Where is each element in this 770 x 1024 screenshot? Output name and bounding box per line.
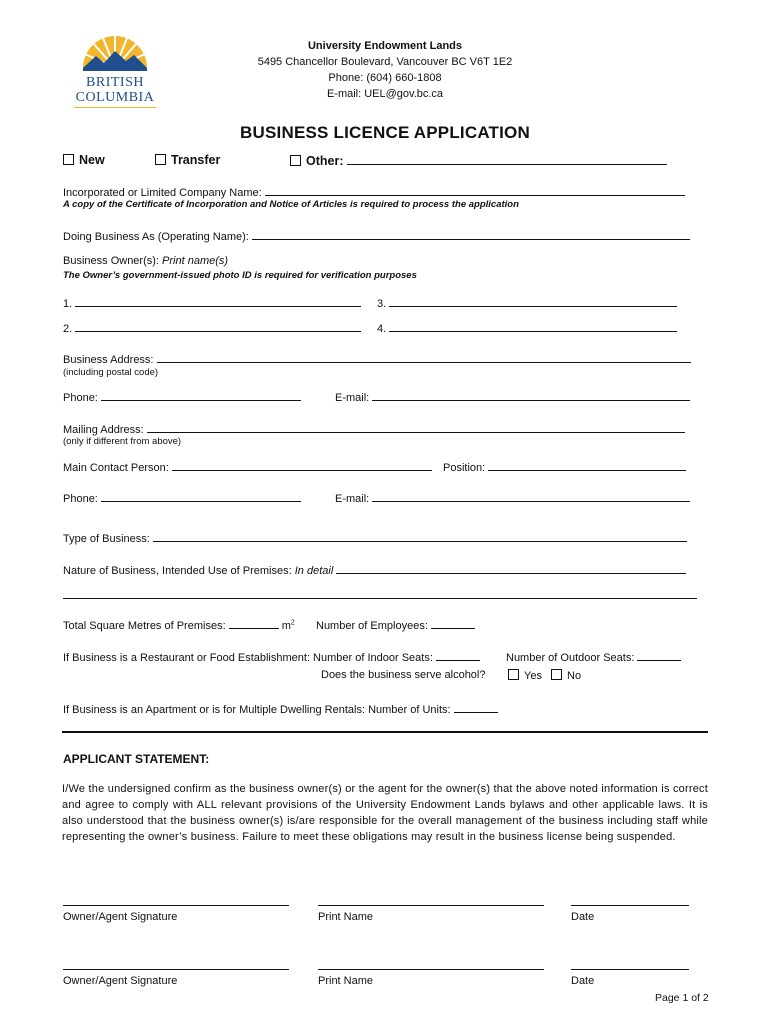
logo-text-british: BRITISH	[86, 75, 144, 90]
checkbox-icon[interactable]	[508, 669, 519, 680]
sqm-field	[63, 617, 295, 632]
office-email: E-mail: UEL@gov.bc.ca	[326, 88, 444, 100]
option-other-label: Other:	[306, 154, 344, 168]
owner-3-field	[377, 295, 677, 310]
option-new[interactable]	[63, 153, 105, 167]
address-label: Business Address:	[63, 354, 154, 366]
employees-field	[316, 617, 475, 632]
print-name-label-1: Print Name	[318, 911, 374, 923]
phone-field	[63, 389, 301, 404]
office-phone: Phone: (604) 660-1808	[328, 72, 442, 84]
date-line-2[interactable]	[571, 969, 689, 970]
nature-hint: In detail	[294, 565, 334, 577]
signature-line-1[interactable]	[63, 905, 289, 906]
position-input-line[interactable]	[488, 459, 686, 471]
option-transfer[interactable]	[155, 153, 220, 167]
signature-label-1: Owner/Agent Signature	[63, 911, 178, 923]
logo-text-columbia: COLUMBIA	[75, 90, 155, 105]
owner-2-input-line[interactable]	[75, 320, 361, 332]
phone-label: Phone:	[63, 392, 98, 404]
phone2-field	[63, 490, 301, 505]
indoor-seats-field	[63, 649, 480, 664]
contact-input-line[interactable]	[172, 459, 432, 471]
sqm-unit: m	[281, 620, 291, 632]
form-title: BUSINESS LICENCE APPLICATION	[240, 123, 530, 142]
indoor-seats-input-line[interactable]	[436, 649, 480, 661]
owners-field	[63, 255, 228, 267]
owner-2-field	[63, 320, 361, 335]
dba-field	[63, 228, 690, 243]
incorporated-label: Incorporated or Limited Company Name:	[63, 187, 262, 199]
sqm-unit-sup: 2	[290, 619, 295, 627]
page-number: Page 1 of 2	[655, 992, 709, 1004]
alcohol-no-label: No	[567, 670, 582, 682]
statement-title: APPLICANT STATEMENT:	[63, 752, 210, 766]
date-label-2: Date	[571, 975, 595, 987]
sqm-input-line[interactable]	[229, 617, 279, 629]
alcohol-yes[interactable]	[508, 669, 542, 682]
nature-label: Nature of Business, Intended Use of Premises:	[63, 565, 292, 577]
phone2-input-line[interactable]	[101, 490, 301, 502]
mailing-input-line[interactable]	[147, 421, 685, 433]
owner-1-input-line[interactable]	[75, 295, 361, 307]
signature-label-2: Owner/Agent Signature	[63, 975, 178, 987]
print-name-line-2[interactable]	[318, 969, 544, 970]
nature-field	[63, 562, 686, 577]
office-name: University Endowment Lands	[307, 40, 463, 52]
date-label-1: Date	[571, 911, 595, 923]
email-label: E-mail:	[335, 392, 370, 404]
statement-text: I/We the undersigned confirm as the business owner(s) or the agent for the owner(s) that the above noted information is correct and agree to comply with ALL relevant provisions of the University Endowment Lands bylaws and other applicable laws. It is also understood that the business owner(s) is/are responsible for the overall management of the business including staff while representing the owner’s business. Failure to meet these obligations may result in the business license being suspended.	[62, 783, 708, 843]
type-label: Type of Business:	[63, 533, 150, 545]
type-input-line[interactable]	[153, 530, 687, 542]
phone2-label: Phone:	[63, 493, 98, 505]
address-hint: (including postal code)	[63, 367, 159, 378]
email-input-line[interactable]	[372, 389, 690, 401]
owners-hint: Print name(s)	[162, 255, 229, 267]
address-field	[63, 351, 691, 366]
contact-field	[63, 459, 432, 474]
logo-underline	[74, 107, 156, 108]
owner-2-label: 2.	[63, 323, 73, 335]
email2-input-line[interactable]	[372, 490, 690, 502]
incorporated-input-line[interactable]	[265, 184, 685, 196]
position-label: Position:	[443, 462, 486, 474]
indoor-seats-label: If Business is a Restaurant or Food Establishment: Number of Indoor Seats:	[63, 652, 433, 664]
type-field	[63, 530, 687, 545]
units-field	[63, 701, 498, 716]
print-name-label-2: Print Name	[318, 975, 374, 987]
owner-1-label: 1.	[63, 298, 73, 310]
section-divider	[62, 731, 708, 733]
outdoor-seats-label: Number of Outdoor Seats:	[506, 652, 635, 664]
owner-4-input-line[interactable]	[389, 320, 677, 332]
alcohol-question: Does the business serve alcohol?	[321, 669, 486, 681]
units-label: If Business is an Apartment or is for Multiple Dwelling Rentals: Number of Units:	[63, 704, 451, 716]
signature-line-2[interactable]	[63, 969, 289, 970]
other-input-line[interactable]	[347, 153, 667, 165]
owner-4-label: 4.	[377, 323, 387, 335]
bc-logo	[70, 34, 160, 112]
dba-label: Doing Business As (Operating Name):	[63, 231, 249, 243]
owner-4-field	[377, 320, 677, 335]
checkbox-icon[interactable]	[290, 155, 301, 166]
phone-input-line[interactable]	[101, 389, 301, 401]
option-transfer-label: Transfer	[171, 153, 221, 167]
mailing-label: Mailing Address:	[63, 424, 144, 436]
email2-field	[335, 490, 690, 505]
nature-input-line-2[interactable]	[63, 598, 697, 599]
date-line-1[interactable]	[571, 905, 689, 906]
option-new-label: New	[79, 153, 105, 167]
print-name-line-1[interactable]	[318, 905, 544, 906]
alcohol-yes-label: Yes	[524, 670, 542, 682]
outdoor-seats-input-line[interactable]	[637, 649, 681, 661]
mailing-field	[63, 421, 685, 436]
address-input-line[interactable]	[157, 351, 691, 363]
alcohol-no[interactable]	[551, 669, 581, 682]
nature-input-line[interactable]	[336, 562, 686, 574]
option-other[interactable]	[290, 153, 667, 168]
office-header	[200, 38, 570, 102]
units-input-line[interactable]	[454, 701, 498, 713]
incorporated-field	[63, 184, 685, 199]
owner-3-input-line[interactable]	[389, 295, 677, 307]
owner-3-label: 3.	[377, 298, 387, 310]
mailing-hint: (only if different from above)	[63, 436, 182, 447]
owners-note: The Owner’s government-issued photo ID is required for verification purposes	[63, 270, 417, 281]
checkbox-icon[interactable]	[551, 669, 562, 680]
position-field	[443, 459, 686, 474]
contact-label: Main Contact Person:	[63, 462, 169, 474]
owner-1-field	[63, 295, 361, 310]
outdoor-seats-field	[506, 649, 681, 664]
checkbox-icon[interactable]	[63, 154, 74, 165]
email-field	[335, 389, 690, 404]
incorporated-note: A copy of the Certificate of Incorporation and Notice of Articles is required to process the application	[63, 199, 519, 210]
checkbox-icon[interactable]	[155, 154, 166, 165]
dba-input-line[interactable]	[252, 228, 690, 240]
sqm-label: Total Square Metres of Premises:	[63, 620, 226, 632]
employees-input-line[interactable]	[431, 617, 475, 629]
office-address: 5495 Chancellor Boulevard, Vancouver BC V6T 1E2	[257, 56, 513, 68]
owners-label: Business Owner(s):	[63, 255, 159, 267]
email2-label: E-mail:	[335, 493, 370, 505]
employees-label: Number of Employees:	[316, 620, 428, 632]
